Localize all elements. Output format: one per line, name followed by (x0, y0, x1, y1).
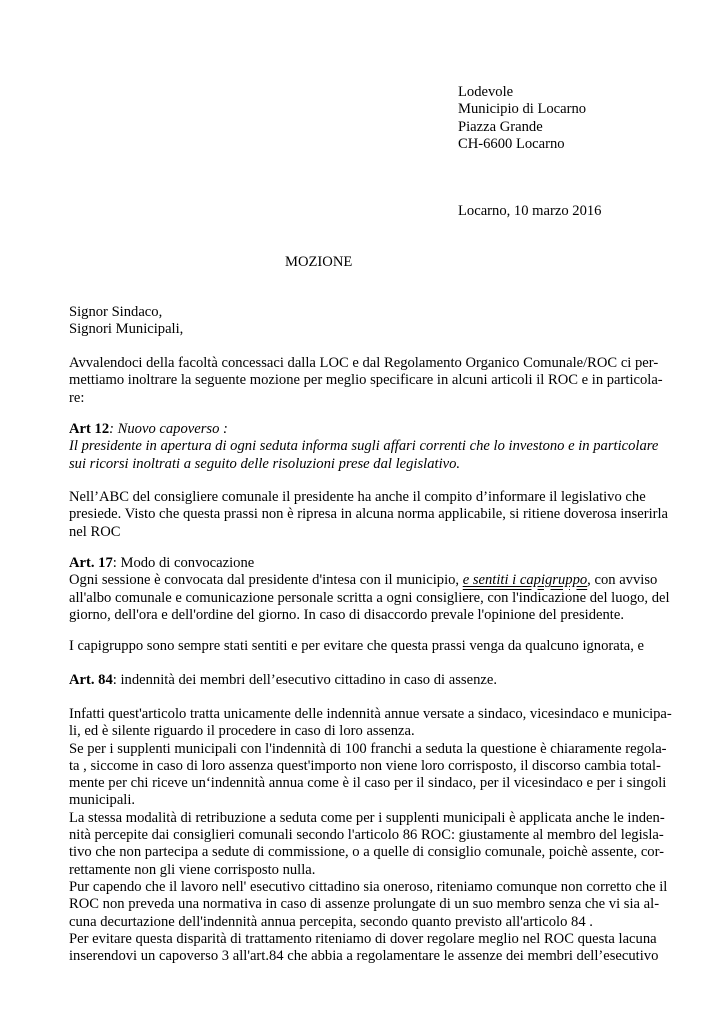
article-84-heading (69, 672, 497, 689)
text-line: ROC non preveda una normativa in caso di assenze prolungate di un suo membro senza che vi sia al- (69, 896, 660, 913)
article-label: Art. 17 (69, 555, 113, 571)
text-line: Il presidente in apertura di ogni seduta informa sugli affari correnti che lo investono e in particolare (69, 438, 659, 455)
recipient-line: Municipio di Locarno (458, 101, 587, 118)
article-12-heading (69, 421, 658, 438)
article-17-section (69, 555, 670, 624)
recipient-line: Piazza Grande (458, 118, 543, 135)
abc-paragraph (69, 489, 668, 541)
text-line (69, 572, 670, 589)
text-line: inserendovi un capoverso 3 all'art.84 che abbia a regolamentare le assenze dei membri dell’esecutivo (69, 948, 659, 965)
recipient-address (458, 84, 586, 153)
text-line: cuna decurtazione dell'indennità annua percepita, secondo quanto previsto all'articolo 84 . (69, 913, 593, 930)
text-segment: Ogni sessione è convocata dal presidente d'intesa con il municipio, (69, 572, 463, 589)
text-line: Avvalendoci della facoltà concessaci dalla LOC e dal Regolamento Organico Comunale/ROC ci per- (69, 355, 659, 371)
text-line: ta , siccome in caso di loro assenza quest'importo non viene loro corrisposto, il discorso cambia total- (69, 757, 661, 774)
salutation-line: Signor Sindaco, (69, 304, 163, 320)
text-line: li, ed è silente riguardo il procedere in caso di loro assenza. (69, 723, 415, 740)
text-line: Nell’ABC del consigliere comunale il presidente ha anche il compito d’informare il legislativo che (69, 489, 646, 505)
text-segment: , con avviso (587, 572, 658, 589)
text-line: Infatti quest'articolo tratta unicamente delle indennità annue versate a sindaco, vicesindaco e municipa- (69, 706, 672, 722)
text-line: all'albo comunale e comunicazione personale scritta a ogni consigliere, con l'indicazione del luogo, del (69, 589, 670, 606)
text-line: presiede. Visto che questa prassi non è ripresa in alcuna norma applicabile, si ritiene doverosa inserirla (69, 506, 669, 523)
letter-date: Locarno, 10 marzo 2016 (458, 203, 602, 219)
article-heading-text: : Nuovo capoverso : (109, 421, 228, 437)
salutation-line: Signori Municipali, (69, 321, 184, 338)
emphasized-phrase: e sentiti i capigruppo (462, 572, 588, 589)
text-line: Per evitare questa disparità di trattamento riteniamo di dover regolare meglio nel ROC questa lacuna (69, 930, 657, 947)
text-line: Pur capendo che il lavoro nell' esecutivo cittadino sia oneroso, riteniamo comunque non corretto che il (69, 878, 668, 895)
capigruppo-paragraph: I capigruppo sono sempre stati sentiti e per evitare che questa prassi venga da qualcuno ignorata, e (69, 638, 645, 654)
text-line: giorno, dell'ora e dell'ordine del giorno. In caso di disaccordo prevale l'opinione del presidente. (69, 606, 624, 623)
salutation (69, 304, 183, 339)
text-line: mente per chi riceve un‘indennità annua come è il caso per il sindaco, per il vicesindaco e per i singoli (69, 775, 667, 792)
article-heading-text: : Modo di convocazione (112, 555, 255, 571)
article-12-section (69, 421, 658, 473)
recipient-line: Lodevole (458, 84, 514, 100)
text-line: tivo che non partecipa a sedute di commissione, o a quelle di consiglio comunale, poichè assente, cor- (69, 844, 665, 861)
recipient-line: CH-6600 Locarno (458, 135, 565, 152)
text-line: sui ricorsi inoltrati a seguito delle risoluzioni prese dal legislativo. (69, 455, 461, 472)
article-17-heading (69, 555, 670, 572)
text-line: nel ROC (69, 523, 121, 540)
article-heading-text: : indennità dei membri dell’esecutivo cittadino in caso di assenze. (112, 672, 497, 688)
article-label: Art 12 (69, 421, 110, 437)
text-line: Se per i supplenti municipali con l'indennità di 100 franchi a seduta la questione è chiaramente regola- (69, 740, 667, 757)
text-line: re: (69, 389, 85, 406)
body-paragraph (69, 706, 672, 965)
text-line: nità percepite dai consiglieri comunali secondo l'articolo 86 ROC: giustamente al membro del legisla- (69, 827, 664, 844)
article-label: Art. 84 (69, 672, 113, 688)
intro-paragraph (69, 355, 663, 407)
text-line: La stessa modalità di retribuzione a seduta come per i supplenti municipali è applicata anche le inden- (69, 809, 665, 826)
text-line: municipali. (69, 792, 136, 809)
document-title: MOZIONE (285, 254, 353, 270)
text-line: mettiamo inoltrare la seguente mozione per meglio specificare in alcuni articoli il ROC e in particola- (69, 372, 663, 389)
text-line: rettamente non gli viene corrisposto nulla. (69, 861, 316, 878)
